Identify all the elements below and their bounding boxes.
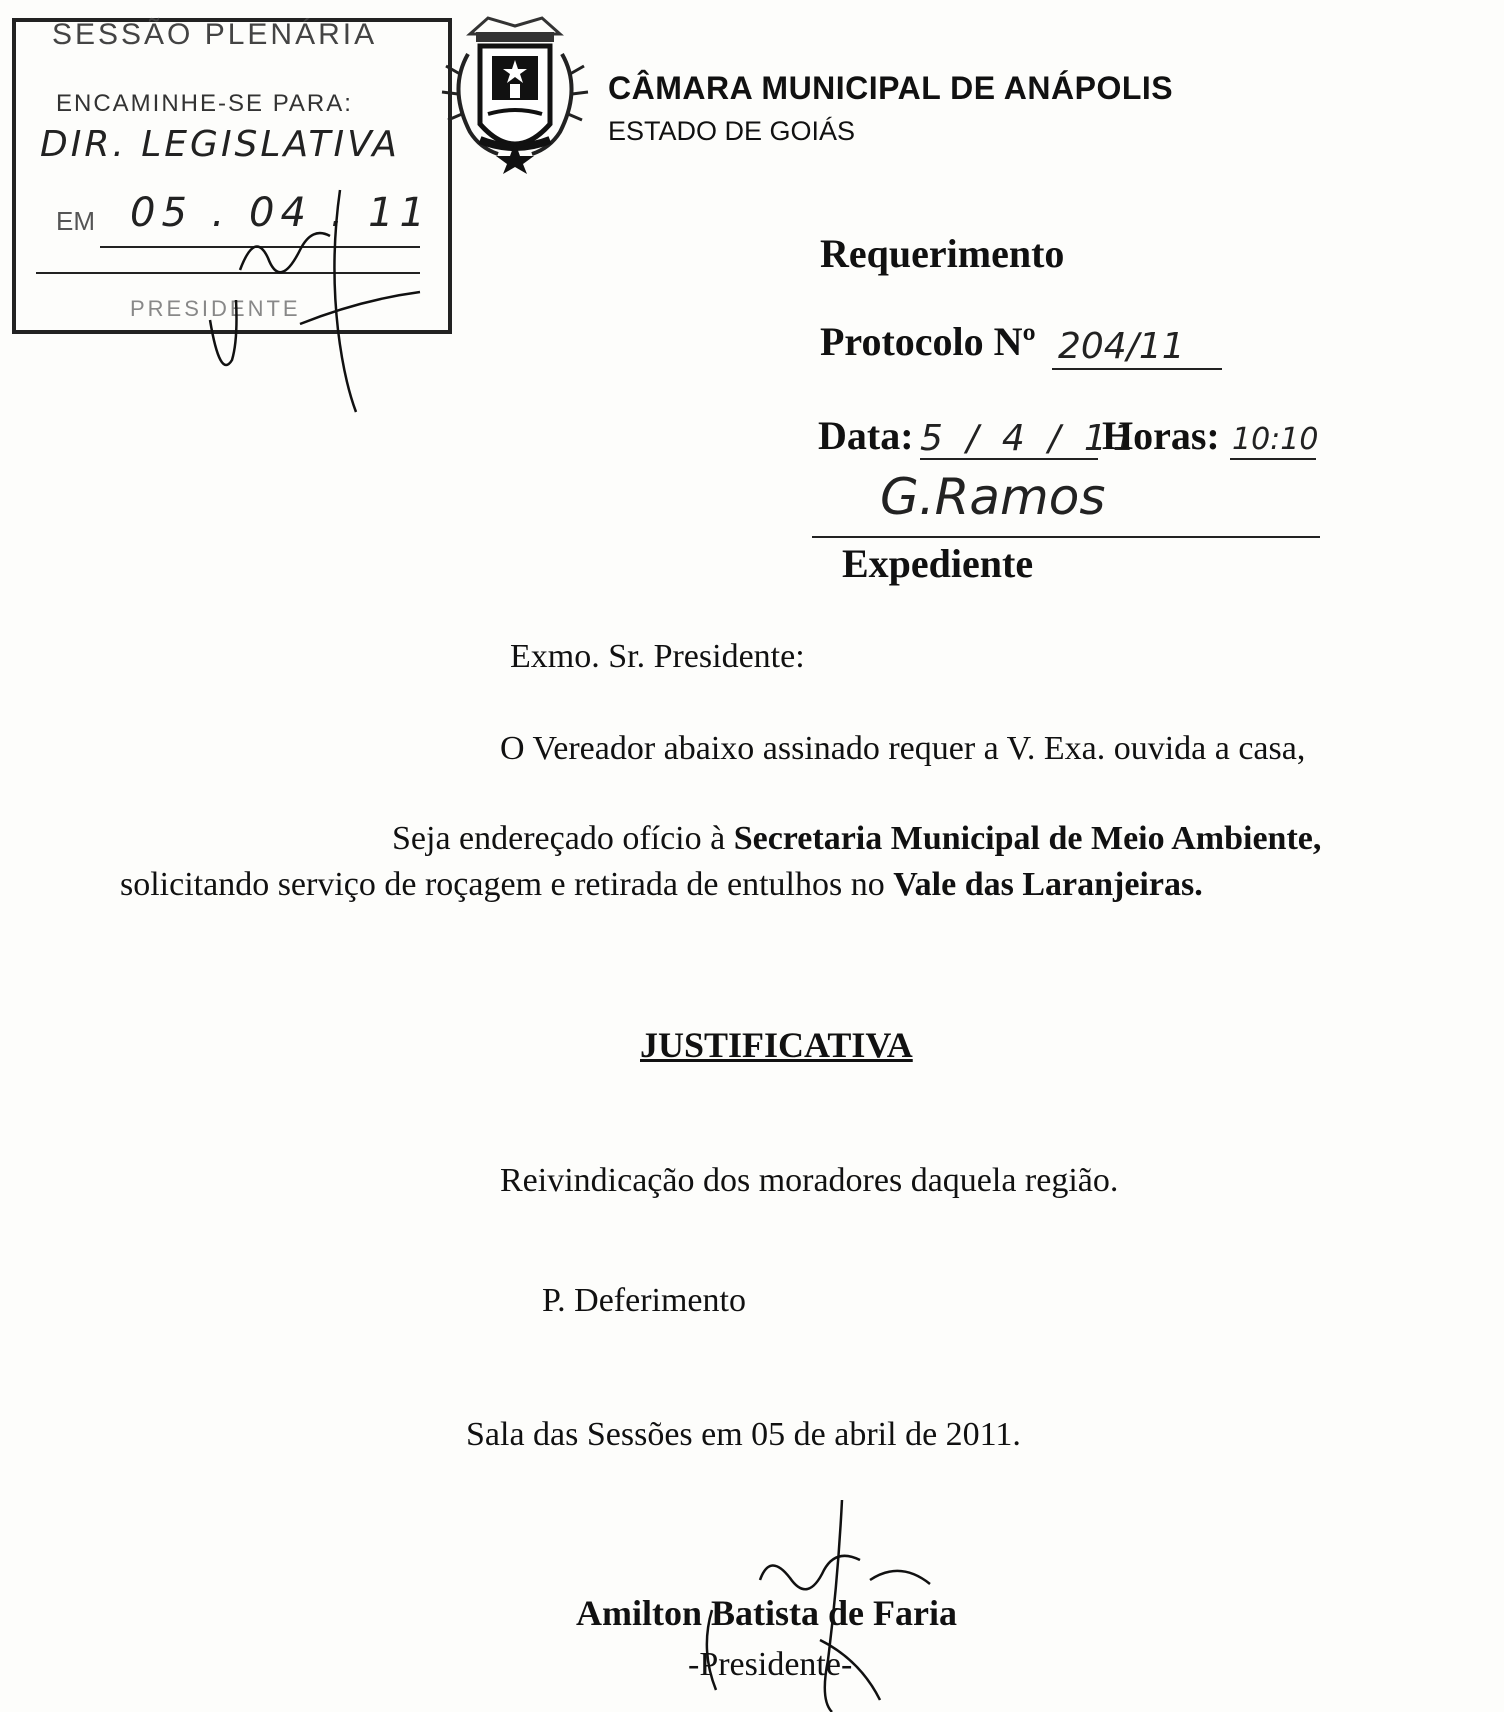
hours-underline	[1230, 458, 1316, 460]
organization-name: CÂMARA MUNICIPAL DE ANÁPOLIS	[608, 70, 1174, 106]
document-type: Requerimento	[820, 231, 1065, 276]
clerk-signature: G.Ramos	[880, 468, 1106, 526]
location-date: Sala das Sessões em 05 de abril de 2011.	[466, 1416, 1021, 1453]
protocol-stamp	[12, 18, 452, 334]
justification-text: Reivindicação dos moradores daquela região.	[500, 1162, 1119, 1199]
stamp-date: 05 . 04 . 11	[130, 190, 431, 236]
hours-value: 10:10	[1232, 422, 1319, 457]
signer-name: Amilton Batista de Faria	[576, 1593, 957, 1633]
stamp-date-underline	[100, 246, 420, 248]
greeting: Exmo. Sr. Presidente:	[510, 638, 805, 675]
stamp-title: SESSÃO PLENÁRIA	[52, 18, 378, 51]
protocol-underline	[1052, 368, 1222, 370]
stamp-forward-label: ENCAMINHE-SE PARA:	[56, 90, 353, 117]
request-line-1	[392, 820, 1321, 858]
request-line-2-text: solicitando serviço de roçagem e retirada de entulhos no	[120, 866, 894, 903]
dispatch-label: Expediente	[842, 541, 1034, 586]
signer-role: -Presidente-	[688, 1646, 853, 1683]
stamp-signature-line	[36, 272, 420, 274]
hours-label: Horas:	[1102, 413, 1220, 458]
organization-state: ESTADO DE GOIÁS	[608, 116, 856, 146]
request-line-2	[120, 866, 1203, 904]
date-label: Data:	[818, 413, 914, 458]
stamp-date-label: EM	[56, 206, 95, 236]
closing-phrase: P. Deferimento	[542, 1282, 746, 1319]
request-line-1-recipient: Secretaria Municipal de Meio Ambiente,	[733, 820, 1322, 857]
protocol-label: Protocolo Nº	[820, 319, 1036, 364]
request-intro: O Vereador abaixo assinado requer a V. Exa. ouvida a casa,	[500, 730, 1306, 767]
municipal-crest-icon	[440, 14, 590, 174]
request-line-1-text: Seja endereçado ofício à	[392, 820, 734, 857]
stamp-role-label: PRESIDENTE	[130, 296, 301, 321]
request-line-2-location: Vale das Laranjeiras.	[893, 866, 1203, 903]
protocol-number: 204/11	[1058, 326, 1185, 367]
date-value: 5 / 4 / 11	[920, 418, 1142, 459]
justification-title: JUSTIFICATIVA	[640, 1025, 913, 1065]
clerk-signature-line	[812, 536, 1320, 538]
date-underline	[920, 458, 1098, 460]
stamp-department: DIR. LEGISLATIVA	[40, 124, 400, 165]
